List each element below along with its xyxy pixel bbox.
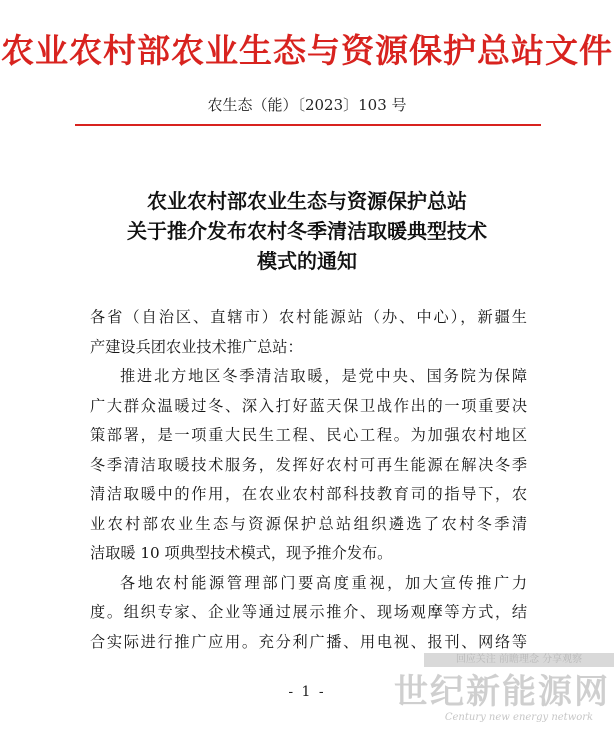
- paragraph2-line-3: 合实际进行推广应用。充分利广播、用电视、报刊、网络等: [90, 632, 527, 651]
- page-number: - 1 -: [288, 684, 326, 700]
- watermark-subtitle: Century new energy network: [444, 712, 594, 723]
- title-line-2: 关于推介发布农村冬季清洁取暖典型技术: [127, 219, 487, 243]
- issuing-org-header: 农业农村部农业生态与资源保护总站文件: [1, 31, 613, 70]
- paragraph1-line-7: 洁取暖 10 项典型技术模式，现予推介发布。: [90, 544, 393, 562]
- salutation-line-2: 产建设兵团农业技术推广总站：: [90, 337, 303, 356]
- watermark-logo-text: 世纪新能源网: [394, 672, 610, 712]
- paragraph1-line-2: 广大群众温暖过冬、深入打好蓝天保卫战作出的一项重要决: [90, 396, 527, 415]
- salutation-line-1: 各省（自治区、直辖市）农村能源站（办、中心），新疆生: [90, 308, 527, 326]
- paragraph1-line-6: 业农村部农业生态与资源保护总站组织遴选了农村冬季清: [90, 514, 527, 533]
- paragraph1-line-1: 推进北方地区冬季清洁取暖，是党中央、国务院为保障: [120, 367, 527, 385]
- title-line-1: 农业农村部农业生态与资源保护总站: [147, 189, 467, 213]
- notice-title: [0, 186, 614, 276]
- notice-body: [90, 303, 527, 657]
- title-line-3: 模式的通知: [257, 249, 357, 273]
- red-divider-line: [75, 124, 541, 126]
- watermark-slogan-strip: 回应关注 前瞻理念 分享观察: [424, 653, 614, 667]
- paragraph1-line-5: 清洁取暖中的作用，在农业农村部科技教育司的指导下，农: [90, 485, 527, 503]
- paragraph2-line-1: 各地农村能源管理部门要高度重视，加大宣传推广力: [120, 573, 527, 592]
- paragraph1-line-4: 冬季清洁取暖技术服务，发挥好农村可再生能源在解决冬季: [90, 455, 527, 474]
- paragraph2-line-2: 度。组织专家、企业等通过展示推介、现场观摩等方式，结: [90, 603, 527, 621]
- paragraph1-line-3: 策部署，是一项重大民生工程、民心工程。为加强农村地区: [90, 426, 527, 444]
- document-number: 农生态（能）〔2023〕103 号: [207, 96, 407, 114]
